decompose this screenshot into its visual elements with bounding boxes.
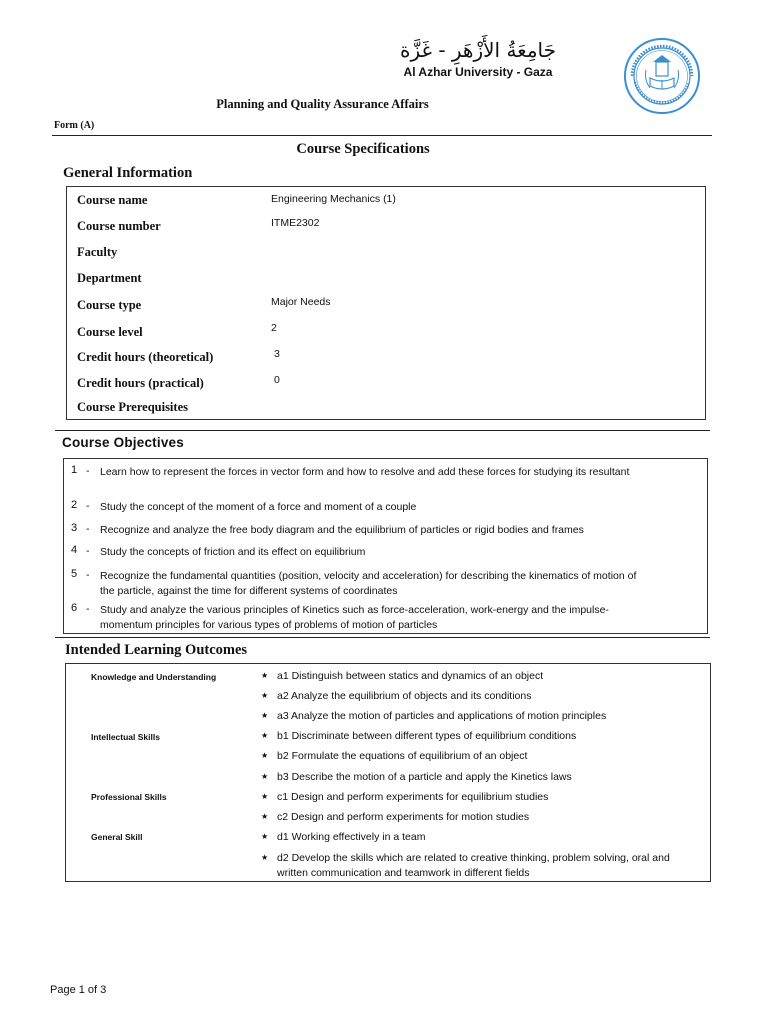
field-label: Credit hours (theoretical) (77, 350, 214, 364)
star-bullet-icon: ★ (261, 812, 269, 821)
outcome-text: d2 Develop the skills which are related to creative thinking, problem solving, oral and written communication and teamwork in different fields (277, 852, 670, 879)
objective-dash: - (86, 523, 90, 535)
objective-dash: - (86, 500, 90, 512)
field-value: 3 (274, 348, 280, 360)
document-title: Course Specifications (296, 141, 430, 157)
outcome-text: a3 Analyze the motion of particles and applications of motion principles (277, 710, 607, 722)
field-value: 0 (274, 374, 280, 386)
section-divider (55, 637, 710, 638)
field-label: Credit hours (practical) (77, 376, 204, 390)
objective-number: 4 (71, 544, 78, 556)
field-label: Department (77, 271, 142, 285)
objective-text: Study the concept of the moment of a force and moment of a couple (100, 501, 417, 513)
field-label: Course number (77, 219, 161, 233)
star-bullet-icon: ★ (261, 691, 269, 700)
objective-number: 2 (71, 499, 78, 511)
objective-text: Study and analyze the various principles of Kinetics such as force-acceleration, work-energy and the impulse-momentum principles for various types of problems of motion of particles (100, 604, 609, 631)
learning-outcomes-heading: Intended Learning Outcomes (65, 642, 248, 658)
learning-outcomes-table (65, 663, 711, 882)
field-label: Course type (77, 298, 142, 312)
outcome-text: b3 Describe the motion of a particle and apply the Kinetics laws (277, 771, 572, 783)
star-bullet-icon: ★ (261, 832, 269, 841)
outcome-text: c1 Design and perform experiments for equilibrium studies (277, 791, 549, 803)
general-information-heading: General Information (63, 165, 193, 181)
office-name: Planning and Quality Assurance Affairs (216, 97, 429, 111)
outcome-text: a2 Analyze the equilibrium of objects and its conditions (277, 690, 532, 702)
objective-dash: - (86, 603, 90, 615)
star-bullet-icon: ★ (261, 731, 269, 740)
objective-dash: - (86, 569, 90, 581)
field-value: 2 (271, 322, 277, 334)
objective-number: 1 (71, 464, 78, 476)
outcome-text: b1 Discriminate between different types of equilibrium conditions (277, 730, 577, 742)
outcome-category: Professional Skills (91, 792, 167, 802)
course-objectives-list (63, 458, 708, 634)
field-label: Faculty (77, 245, 118, 259)
field-label: Course name (77, 193, 148, 207)
objective-text: Learn how to represent the forces in vector form and how to resolve and add these forces for studying its resultant (100, 466, 630, 478)
objective-dash: - (86, 545, 90, 557)
outcome-text: a1 Distinguish between statics and dynamics of an object (277, 670, 544, 682)
university-name-arabic: جَامِعَةُ الأَزْهَرِ - غَزَّة (399, 38, 556, 62)
field-value: ITME2302 (271, 217, 320, 229)
objective-dash: - (86, 465, 90, 477)
general-information-table (66, 186, 706, 420)
star-bullet-icon: ★ (261, 671, 269, 680)
university-name-english: Al Azhar University - Gaza (403, 65, 553, 79)
outcome-text: d1 Working effectively in a team (277, 831, 426, 843)
page-number: Page 1 of 3 (50, 984, 107, 996)
section-divider (55, 430, 710, 431)
objective-text: Recognize and analyze the free body diagram and the equilibrium of particles or rigid bodies and frames (100, 524, 584, 536)
outcome-text: b2 Formulate the equations of equilibrium of an object (277, 750, 528, 762)
outcome-category: General Skill (91, 832, 143, 842)
course-objectives-heading: Course Objectives (62, 435, 184, 450)
star-bullet-icon: ★ (261, 751, 269, 760)
star-bullet-icon: ★ (261, 792, 269, 801)
field-value: Engineering Mechanics (1) (271, 193, 396, 205)
star-bullet-icon: ★ (261, 853, 269, 862)
outcome-text: c2 Design and perform experiments for motion studies (277, 811, 530, 823)
star-bullet-icon: ★ (261, 772, 269, 781)
star-bullet-icon: ★ (261, 711, 269, 720)
objective-text: Recognize the fundamental quantities (position, velocity and acceleration) for describing the kinematics of motion of the particle, against the time for different systems of coordinates (100, 570, 637, 597)
objective-number: 3 (71, 522, 78, 534)
form-label: Form (A) (54, 120, 95, 131)
field-value: Major Needs (271, 296, 331, 308)
field-label: Course level (77, 325, 143, 339)
objective-text: Study the concepts of friction and its effect on equilibrium (100, 546, 366, 558)
objective-number: 5 (71, 568, 78, 580)
field-label: Course Prerequisites (77, 400, 188, 414)
objective-number: 6 (71, 602, 78, 614)
outcome-category: Knowledge and Understanding (91, 672, 217, 682)
outcome-category: Intellectual Skills (91, 732, 160, 742)
header-divider (52, 135, 712, 136)
